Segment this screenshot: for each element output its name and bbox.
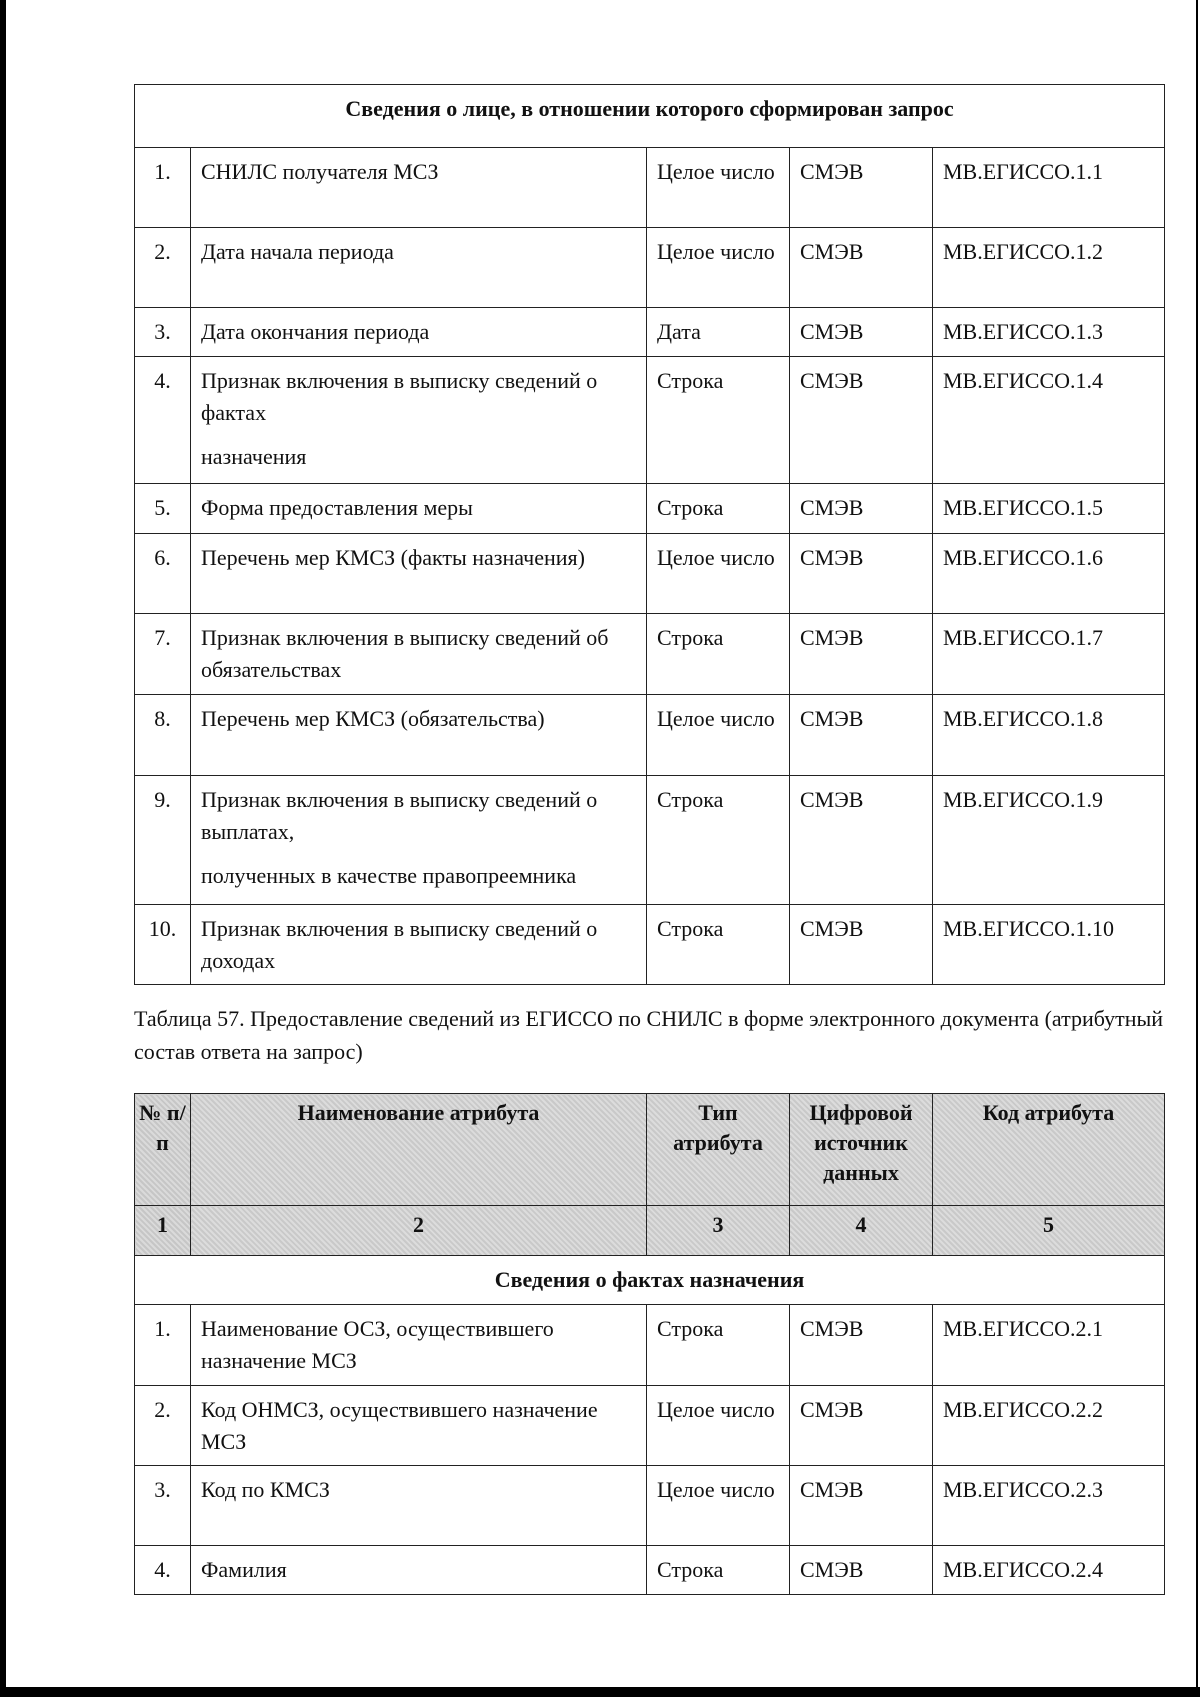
attribute-name	[191, 905, 647, 985]
attribute-source: СМЭВ	[790, 228, 933, 308]
attribute-name-text: СНИЛС получателя МСЗ	[201, 159, 439, 184]
table-row	[135, 534, 1165, 614]
table-row	[135, 1546, 1165, 1595]
attribute-name	[191, 484, 647, 534]
table-row	[135, 484, 1165, 534]
attribute-type: Строка	[647, 357, 790, 484]
row-number: 9.	[135, 776, 191, 905]
attribute-source: СМЭВ	[790, 1386, 933, 1466]
header-attribute-name: Наименование атрибута	[191, 1094, 647, 1206]
attribute-code: МВ.ЕГИССО.1.7	[933, 614, 1165, 695]
attribute-name	[191, 357, 647, 484]
row-number: 5.	[135, 484, 191, 534]
attribute-source: СМЭВ	[790, 484, 933, 534]
attribute-source: СМЭВ	[790, 1305, 933, 1386]
column-number: 2	[191, 1206, 647, 1256]
attribute-name-text: Дата окончания периода	[201, 319, 430, 344]
table-row	[135, 776, 1165, 905]
table-row	[135, 1386, 1165, 1466]
attribute-name-text: Дата начала периода	[201, 239, 394, 264]
table-row	[135, 695, 1165, 776]
attribute-name	[191, 308, 647, 357]
attribute-name	[191, 695, 647, 776]
response-attributes-table	[134, 1093, 1165, 1595]
attribute-type: Строка	[647, 1546, 790, 1595]
column-number: 5	[933, 1206, 1165, 1256]
attribute-type: Целое число	[647, 695, 790, 776]
attribute-code: МВ.ЕГИССО.1.3	[933, 308, 1165, 357]
attribute-code: МВ.ЕГИССО.1.1	[933, 148, 1165, 228]
table-row	[135, 228, 1165, 308]
row-number: 4.	[135, 1546, 191, 1595]
column-numbers-row	[135, 1206, 1165, 1256]
attribute-name: Код ОНМСЗ, осуществившего назначение МСЗ	[191, 1386, 647, 1466]
table-row	[135, 148, 1165, 228]
scan-bottom-edge	[0, 1687, 1200, 1697]
attribute-code: МВ.ЕГИССО.1.2	[933, 228, 1165, 308]
column-number: 1	[135, 1206, 191, 1256]
attribute-name: Наименование ОСЗ, осуществившего назначение МСЗ	[191, 1305, 647, 1386]
attribute-code: МВ.ЕГИССО.1.10	[933, 905, 1165, 985]
attribute-type: Строка	[647, 484, 790, 534]
attribute-name: Фамилия	[191, 1546, 647, 1595]
attribute-code: МВ.ЕГИССО.2.1	[933, 1305, 1165, 1386]
attribute-name-text: Признак включения в выписку сведений об обязательствах	[201, 625, 609, 682]
attribute-type: Строка	[647, 776, 790, 905]
attribute-name-continuation: полученных в качестве правопреемника	[201, 863, 577, 888]
attribute-type: Строка	[647, 1305, 790, 1386]
attribute-source: СМЭВ	[790, 1546, 933, 1595]
row-number: 1.	[135, 148, 191, 228]
attribute-name-text: Признак включения в выписку сведений о выплатах,	[201, 787, 598, 844]
attribute-name: Код по КМСЗ	[191, 1466, 647, 1546]
attribute-name-text: Перечень мер КМСЗ (факты назначения)	[201, 545, 585, 570]
table-row	[135, 1466, 1165, 1546]
attribute-source: СМЭВ	[790, 308, 933, 357]
attribute-source: СМЭВ	[790, 776, 933, 905]
section-header-row	[135, 85, 1165, 148]
attribute-code: МВ.ЕГИССО.2.2	[933, 1386, 1165, 1466]
table-row	[135, 308, 1165, 357]
table-row	[135, 357, 1165, 484]
attribute-name	[191, 228, 647, 308]
table-row	[135, 905, 1165, 985]
attribute-source: СМЭВ	[790, 148, 933, 228]
table-header-row	[135, 1094, 1165, 1206]
table-caption: Таблица 57. Предоставление сведений из ЕГИССО по СНИЛС в форме электронного документа (атрибутный состав ответа на запрос)	[134, 1006, 1164, 1064]
attribute-type: Строка	[647, 614, 790, 695]
row-number: 7.	[135, 614, 191, 695]
attribute-type: Дата	[647, 308, 790, 357]
attribute-type: Целое число	[647, 534, 790, 614]
table-row	[135, 614, 1165, 695]
row-number: 10.	[135, 905, 191, 985]
attribute-source: СМЭВ	[790, 695, 933, 776]
attribute-name-text: Форма предоставления меры	[201, 495, 473, 520]
attribute-source: СМЭВ	[790, 534, 933, 614]
row-number: 8.	[135, 695, 191, 776]
attribute-type: Целое число	[647, 1466, 790, 1546]
attribute-code: МВ.ЕГИССО.1.9	[933, 776, 1165, 905]
scan-left-edge	[0, 0, 6, 1697]
row-number: 6.	[135, 534, 191, 614]
section-title: Сведения о лице, в отношении которого сформирован запрос	[135, 85, 1165, 148]
attribute-source: СМЭВ	[790, 614, 933, 695]
column-number: 4	[790, 1206, 933, 1256]
attribute-name-text: Признак включения в выписку сведений о фактах	[201, 368, 598, 425]
row-number: 3.	[135, 1466, 191, 1546]
attribute-type: Целое число	[647, 228, 790, 308]
row-number: 1.	[135, 1305, 191, 1386]
attribute-code: МВ.ЕГИССО.2.3	[933, 1466, 1165, 1546]
row-number: 2.	[135, 228, 191, 308]
attribute-source: СМЭВ	[790, 1466, 933, 1546]
attribute-name	[191, 534, 647, 614]
attribute-type: Целое число	[647, 1386, 790, 1466]
row-number: 2.	[135, 1386, 191, 1466]
attribute-name-text: Перечень мер КМСЗ (обязательства)	[201, 706, 545, 731]
header-number: № п/п	[135, 1094, 191, 1206]
scan-right-edge	[1196, 0, 1198, 1697]
attribute-source: СМЭВ	[790, 905, 933, 985]
attribute-name	[191, 148, 647, 228]
section-title: Сведения о фактах назначения	[135, 1256, 1165, 1305]
attribute-type: Строка	[647, 905, 790, 985]
attribute-type: Целое число	[647, 148, 790, 228]
column-number: 3	[647, 1206, 790, 1256]
row-number: 4.	[135, 357, 191, 484]
row-number: 3.	[135, 308, 191, 357]
attribute-code: МВ.ЕГИССО.1.6	[933, 534, 1165, 614]
attribute-code: МВ.ЕГИССО.1.5	[933, 484, 1165, 534]
section-header-row	[135, 1256, 1165, 1305]
attribute-name-text: Признак включения в выписку сведений о доходах	[201, 916, 598, 973]
attribute-name-continuation: назначения	[201, 444, 307, 469]
header-attribute-type: Тип атрибута	[647, 1094, 790, 1206]
attribute-name	[191, 614, 647, 695]
attribute-code: МВ.ЕГИССО.1.4	[933, 357, 1165, 484]
attribute-code: МВ.ЕГИССО.2.4	[933, 1546, 1165, 1595]
request-attributes-table	[134, 84, 1165, 985]
header-data-source: Цифровой источник данных	[790, 1094, 933, 1206]
header-attribute-code: Код атрибута	[933, 1094, 1165, 1206]
attribute-code: МВ.ЕГИССО.1.8	[933, 695, 1165, 776]
attribute-name	[191, 776, 647, 905]
table-row	[135, 1305, 1165, 1386]
attribute-source: СМЭВ	[790, 357, 933, 484]
